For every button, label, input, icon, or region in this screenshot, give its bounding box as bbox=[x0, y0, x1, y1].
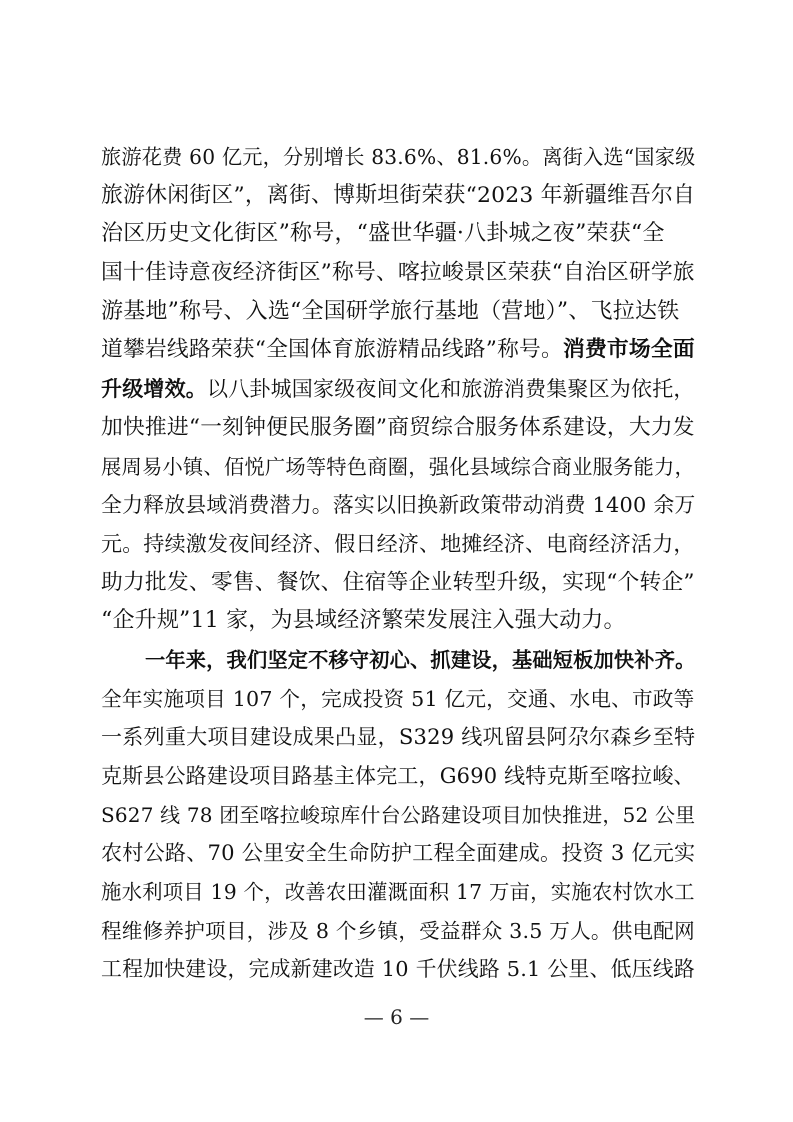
page-number: — 6 — bbox=[363, 1005, 430, 1029]
text-segment: 施水利项目 19 个，改善农田灌溉面积 17 万亩，实施农村饮水工 bbox=[101, 880, 695, 905]
text-line bbox=[101, 448, 695, 487]
text-line bbox=[101, 254, 695, 293]
text-line bbox=[101, 293, 695, 332]
text-segment: 国十佳诗意夜经济街区”称号、喀拉峻景区荣获“自治区研学旅 bbox=[101, 260, 695, 286]
text-segment: 工程加快建设，完成新建改造 10 千伏线路 5.1 公里、低压线路 bbox=[101, 957, 695, 982]
text-segment: 展周易小镇、佰悦广场等特色商圈，强化县域综合商业服务能力， bbox=[101, 454, 695, 479]
text-line bbox=[101, 370, 695, 409]
text-line bbox=[101, 718, 695, 757]
text-segment: 加快推进“一刻钟便民服务圈”商贸综合服务体系建设，大力发 bbox=[101, 414, 695, 440]
text-segment: 元。持续激发夜间经济、假日经济、地摊经济、电商经济活力， bbox=[101, 530, 695, 556]
text-line bbox=[101, 564, 695, 603]
text-line bbox=[101, 680, 695, 719]
text-line bbox=[101, 138, 695, 177]
text-line bbox=[101, 873, 695, 912]
text-segment: 游基地”称号、入选“全国研学旅行基地（营地）”、飞拉达铁 bbox=[101, 298, 680, 324]
text-line bbox=[101, 525, 695, 564]
text-segment: 旅游花费 60 亿元，分别增长 83.6%、81.6%。离街入选“国家级 bbox=[101, 145, 695, 169]
text-segment: 治区历史文化街区”称号，“盛世华疆·八卦城之夜”荣获“全 bbox=[101, 221, 665, 247]
text-segment: S627 线 78 团至喀拉峻琼库什台公路建设项目加快推进，52 公里 bbox=[101, 802, 695, 827]
bold-text-segment: 升级增效。 bbox=[101, 376, 207, 402]
text-line bbox=[101, 486, 695, 525]
text-segment: 以八卦城国家级夜间文化和旅游消费集聚区为依托， bbox=[207, 376, 695, 402]
text-segment: 旅游休闲街区”，离街、博斯坦街荣获“2023 年新疆维吾尔自 bbox=[101, 182, 695, 208]
text-line bbox=[101, 757, 695, 796]
text-line bbox=[101, 331, 695, 370]
text-segment: 农村公路、70 公里安全生命防护工程全面建成。投资 3 亿元实 bbox=[101, 840, 695, 866]
text-segment: 助力批发、零售、餐饮、住宿等企业转型升级，实现“个转企” bbox=[101, 569, 695, 595]
text-segment: 道攀岩线路荣获“全国体育旅游精品线路”称号。 bbox=[101, 337, 563, 363]
text-line bbox=[101, 796, 695, 835]
text-line bbox=[101, 177, 695, 216]
text-line bbox=[101, 641, 695, 680]
bold-text-segment: 消费市场全面 bbox=[562, 337, 695, 363]
text-line bbox=[101, 602, 695, 641]
text-segment: 程维修养护项目，涉及 8 个乡镇，受益群众 3.5 万人。供电配网 bbox=[101, 918, 695, 943]
section-heading-text: 一年来，我们坚定不移守初心、抓建设，基础短板加快补齐。 bbox=[145, 647, 695, 672]
text-segment: 克斯县公路建设项目路基主体完工，G690 线特克斯至喀拉峻、 bbox=[101, 764, 695, 788]
text-line bbox=[101, 409, 695, 448]
text-line bbox=[101, 215, 695, 254]
text-line bbox=[101, 834, 695, 873]
text-segment: 全年实施项目 107 个，完成投资 51 亿元，交通、水电、市政等 bbox=[101, 686, 695, 711]
text-line bbox=[101, 912, 695, 951]
text-segment: 全力释放县域消费潜力。落实以旧换新政策带动消费 1400 余万 bbox=[101, 493, 695, 518]
text-segment: “企升规”11 家，为县域经济繁荣发展注入强大动力。 bbox=[101, 608, 626, 634]
document-body bbox=[101, 138, 695, 989]
text-segment: 一系列重大项目建设成果凸显，S329 线巩留县阿尕尔森乡至特 bbox=[101, 724, 695, 750]
text-line bbox=[101, 950, 695, 989]
